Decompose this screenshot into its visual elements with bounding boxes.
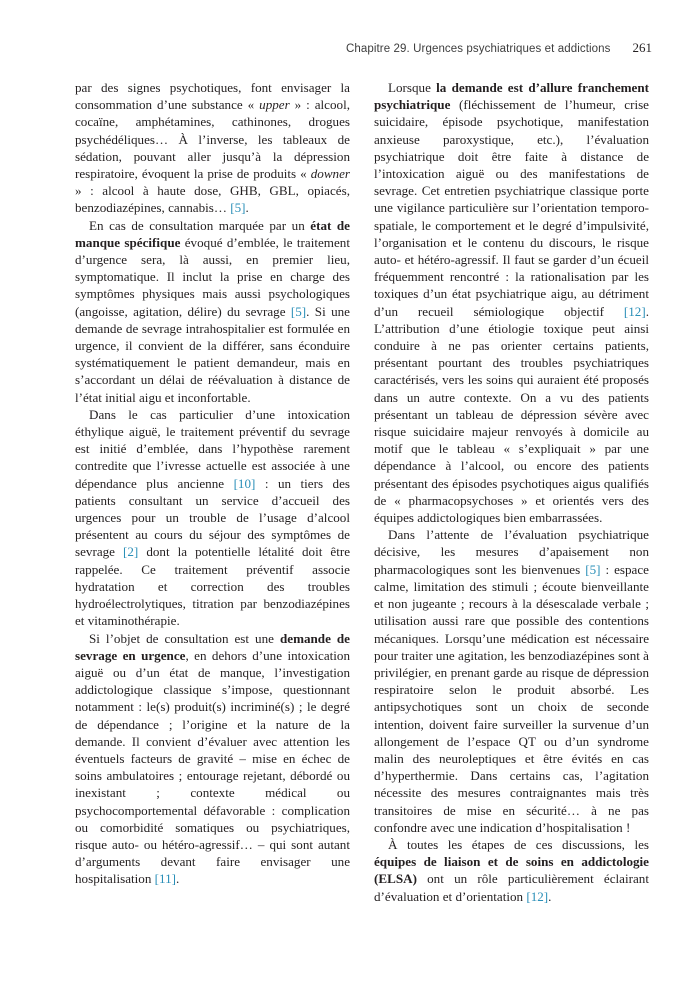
reference-link[interactable]: [12]	[623, 303, 646, 319]
bold-term: état de manque spécifique	[75, 217, 350, 250]
emphasis-downer: downer	[310, 166, 350, 182]
reference-link[interactable]: [10]	[233, 475, 256, 491]
reference-link[interactable]: [2]	[123, 544, 139, 560]
reference-link[interactable]: [11]	[154, 871, 176, 887]
emphasis-upper: upper	[259, 97, 290, 113]
paragraph: Lorsque la demande est d’allure franchement psychiatrique (fléchissement de l’humeur, crise suicidaire, épisode psychotique, manifestation anxieuse paroxystique, etc.), l’évaluation psychiatrique doit être faite à distance de l’intoxication aiguë ou des manifestations de sevrage. Cet entretien psychiatrique classique porte une vigilance particulière sur l’orientation temporo-spatiale, le comportement et le degré d’impulsivité, l’organisation et le contenu du discours, le risque auto- et hétéro-agressif. Il faut se garder d’un écueil fréquemment rencontré : la rationalisation par les toxiques d’un état psychiatrique aigu, au détriment d’un recueil sémiologique objectif [12]. L’attribution d’une étiologie toxique peut ainsi conduire à ne pas orienter certains patients, présentant pourtant des troubles psychiatriques caractérisés, vers les soins qui auraient été proposés dans un autre contexte. On a vu des patients présentant un tableau de dépression sévère avec risque suicidaire majeur renvoyés à domicile au motif que le tableau « s’expliquait » par une dépendance à l’alcool, ou encore des patients présentant des épisodes psychotiques aigus qualifiés de « pharmacopsychoses » et orientés vers des équipes addictologiques bien embarrassées.	[374, 80, 649, 526]
reference-link[interactable]: [5]	[290, 303, 307, 319]
bold-term: demande de sevrage en urgence	[75, 630, 350, 663]
paragraph: Dans le cas particulier d’une intoxication éthylique aiguë, le traitement préventif du sevrage est initié d’emblée, dans l’hypothèse rarement contredite que l’ivresse actuelle est associée à une dépendance plus ancienne [10] : un tiers des patients consultant un service d’accueil des urgences pour un trouble de l’usage d’alcool présentent au cours du séjour des symptômes de sevrage [2] dont la potentielle létalité doit être rappelée. Ce traitement préventif associe hydratation et correction des troubles hydroélectrolytiques, titration par benzodiazépines et vitaminothérapie.	[75, 406, 351, 629]
left-column	[75, 79, 350, 888]
page-number: 261	[632, 40, 652, 55]
reference-link[interactable]: [12]	[526, 888, 549, 904]
paragraph: En cas de consultation marquée par un état de manque spécifique évoqué d’emblée, le traitement d’urgence sera, là aussi, en premier lieu, symptomatique. Il inclut la prise en charge des symptômes physiques mais aussi psychologiques (angoisse, agitation, délire) du sevrage [5]. Si une demande de sevrage intrahospitalier est formulée en urgence, il convient de la différer, sans éconduire systématiquement le patient demandeur, mais en s’accordant un délai de réévaluation à distance de l’état initial aigu et inconfortable.	[75, 217, 350, 405]
reference-link[interactable]: [5]	[585, 561, 601, 577]
paragraph: À toutes les étapes de ces discussions, les équipes de liaison et de soins en addictologie (ELSA) ont un rôle particulièrement éclairant d’évaluation et d’orientation [12].	[374, 836, 649, 904]
bold-term: équipes de liaison et de soins en addictologie (ELSA)	[374, 854, 649, 887]
chapter-title: Chapitre 29. Urgences psychiatriques et addictions	[345, 43, 611, 55]
bold-term: la demande est d’allure franchement psychiatrique	[374, 80, 649, 113]
reference-link[interactable]: [5]	[230, 200, 246, 216]
paragraph: Dans l’attente de l’évaluation psychiatrique décisive, les mesures d’apaisement non pharmacologiques sont les bienvenues [5] : espace calme, limitation des stimuli ; écoute bienveillante et non jugeante ; recours à la désescalade verbale ; utilisation aussi rare que possible des contentions mécaniques. Lorsqu’une médication est nécessaire pour traiter une agitation, les benzodiazépines sont à privilégier, en prenant garde au risque de dépression respiratoire selon le produit absorbé. Les antipsychotiques sont un choix de seconde intention, doivent faire surveiller la survenue d’un allongement de l’espace QT ou d’un syndrome malin des neuroleptiques et être évités en cas d’hyperthermie. Dans certains cas, l’agitation nécessite des mesures contraignantes mais très transitoires de mise en sécurité… à ne pas confondre avec une indication d’hospitalisation !	[374, 527, 649, 835]
paragraph: par des signes psychotiques, font envisager la consommation d’une substance « upper » : alcool, cocaïne, amphétamines, cathinones, drogues psychédéliques… À l’inverse, les tableaux de sédation, pouvant aller jusqu’à la dépression respiratoire, évoquent la prise de produits « downer » : alcool à haute dose, GHB, GBL, opiacés, benzodiazépines, cannabis… [5].	[75, 80, 350, 216]
right-column	[374, 79, 649, 905]
paragraph: Si l’objet de consultation est une demande de sevrage en urgence, en dehors d’une intoxication aiguë ou d’un état de manque, l’investigation addictologique classique s’impose, questionnant notamment : le(s) produit(s) incriminé(s) ; le degré de dépendance ; l’origine et la nature de la demande. Il convient d’évaluer avec attention les éventuels facteurs de gravité – mise en échec de soins ambulatoires ; entourage rejetant, débordé ou inexistant ; contexte médical ou psychocomportemental défavorable : complication ou comorbidité somatiques ou psychiatriques, risque auto- ou hétéro-agressif… – qui sont autant d’arguments devant faire envisager une hospitalisation [11].	[75, 630, 350, 887]
running-header	[346, 40, 652, 56]
